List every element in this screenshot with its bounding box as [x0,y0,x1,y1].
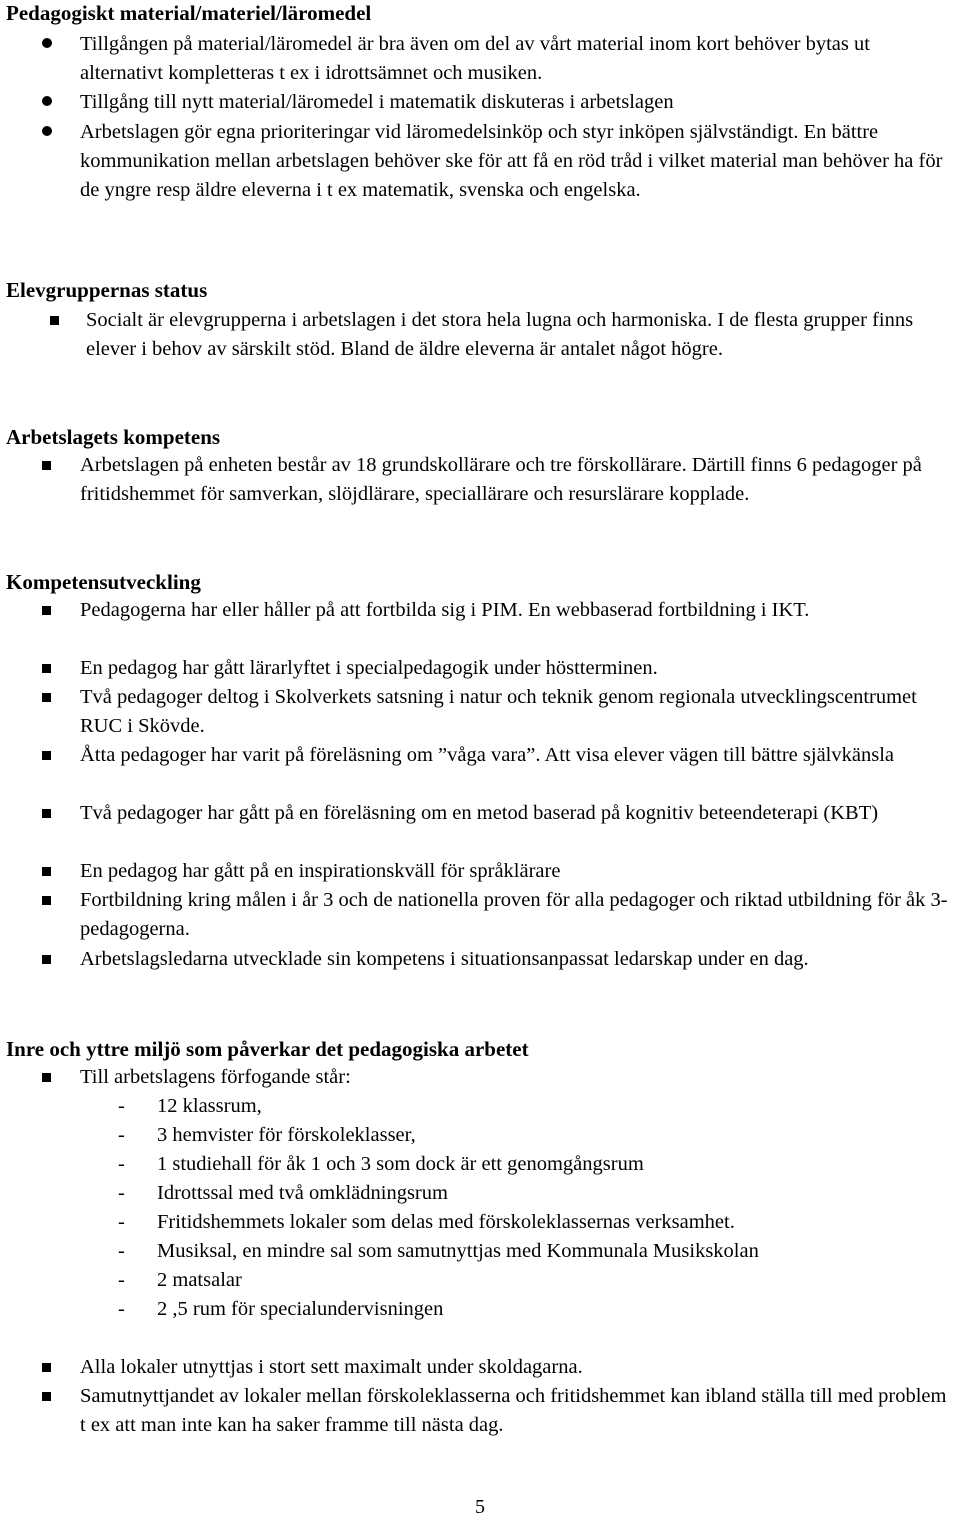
square-bullet-icon [42,1073,51,1082]
square-bullet-icon [42,896,51,905]
section-heading: Kompetensutveckling [6,570,201,594]
square-bullet-icon [42,693,51,702]
sub-list-item: 1 studiehall för åk 1 och 3 som dock är ett genomgångsrum [157,1153,644,1175]
list-item: Till arbetslagens förfogande står: [80,1066,351,1088]
square-bullet-icon [42,809,51,818]
dash-marker: - [118,1182,125,1204]
list-item: Tillgång till nytt material/läromedel i matematik diskuteras i arbetslagen [80,91,674,113]
dash-marker: - [118,1298,125,1320]
dash-marker: - [118,1153,125,1175]
list-item: Samutnyttjandet av lokaler mellan förskoleklasserna och fritidshemmet kan ibland ställa till med problem t ex att man inte kan ha saker framme till nästa dag. [80,1385,947,1436]
section-heading: Arbetslagets kompetens [6,425,221,449]
square-bullet-icon [42,606,51,615]
round-bullet-icon [42,38,52,48]
square-bullet-icon [50,316,59,325]
square-bullet-icon [42,955,51,964]
square-bullet-icon [42,1363,51,1372]
section-heading: Elevgruppernas status [6,278,208,302]
dash-marker: - [118,1240,125,1262]
dash-marker: - [118,1095,125,1117]
sub-list-item: 2 ,5 rum för specialundervisningen [157,1298,444,1320]
list-item: Två pedagoger deltog i Skolverkets satsning i natur och teknik genom regionala utvecklingscentrumet RUC i Skövde. [80,686,917,737]
list-item: Tillgången på material/läromedel är bra även om del av vårt material inom kort behöver bytas ut alternativt kompletteras t ex i idrottsämnet och musiken. [80,33,870,84]
list-item: Åtta pedagoger har varit på föreläsning om ”våga vara”. Att visa elever vägen till bättre självkänsla [80,744,894,766]
square-bullet-icon [42,751,51,760]
list-item: En pedagog har gått lärarlyftet i specialpedagogik under höstterminen. [80,657,658,679]
sub-list-item: 2 matsalar [157,1269,242,1291]
list-item: En pedagog har gått på en inspirationskväll för språklärare [80,860,561,882]
list-item: Arbetslagen gör egna prioriteringar vid läromedelsinköp och styr inköpen självständigt. En bättre kommunikation mellan arbetslagen behöver ske för att få en röd tråd i vilket material man behöver ha för de yngre resp äldre eleverna i t ex matematik, svenska och engelska. [80,121,943,201]
page-number: 5 [475,1496,485,1518]
section-heading: Pedagogiskt material/materiel/läromedel [6,1,372,25]
dash-marker: - [118,1211,125,1233]
section-heading: Inre och yttre miljö som påverkar det pedagogiska arbetet [6,1037,529,1061]
list-item: Arbetslagen på enheten består av 18 grundskollärare och tre förskollärare. Därtill finns 6 pedagoger på fritidshemmet för samverkan, slöjdlärare, speciallärare och resurslärare kopplade. [80,454,922,505]
sub-list-item: Fritidshemmets lokaler som delas med förskoleklassernas verksamhet. [157,1211,735,1233]
round-bullet-icon [42,96,52,106]
square-bullet-icon [42,867,51,876]
list-item: Fortbildning kring målen i år 3 och de nationella proven för alla pedagoger och riktad utbildning för åk 3-pedagogerna. [80,889,948,940]
list-item: Alla lokaler utnyttjas i stort sett maximalt under skoldagarna. [80,1356,583,1378]
sub-list-item: Idrottssal med två omklädningsrum [157,1182,448,1204]
list-item: Två pedagoger har gått på en föreläsning om en metod baserad på kognitiv beteendeterapi (KBT) [80,802,879,824]
dash-marker: - [118,1124,125,1146]
square-bullet-icon [42,664,51,673]
square-bullet-icon [42,461,51,470]
sub-list-item: 12 klassrum, [157,1095,262,1117]
list-item: Pedagogerna har eller håller på att fortbilda sig i PIM. En webbaserad fortbildning i IKT. [80,599,810,621]
list-item: Socialt är elevgrupperna i arbetslagen i det stora hela lugna och harmoniska. I de flesta grupper finns elever i behov av särskilt stöd. Bland de äldre eleverna är antalet något högre. [86,309,914,360]
sub-list-item: Musiksal, en mindre sal som samutnyttjas med Kommunala Musikskolan [157,1240,759,1262]
dash-marker: - [118,1269,125,1291]
sub-list-item: 3 hemvister för förskoleklasser, [157,1124,416,1146]
list-item: Arbetslagsledarna utvecklade sin kompetens i situationsanpassat ledarskap under en dag. [80,948,809,970]
square-bullet-icon [42,1392,51,1401]
round-bullet-icon [42,126,52,136]
